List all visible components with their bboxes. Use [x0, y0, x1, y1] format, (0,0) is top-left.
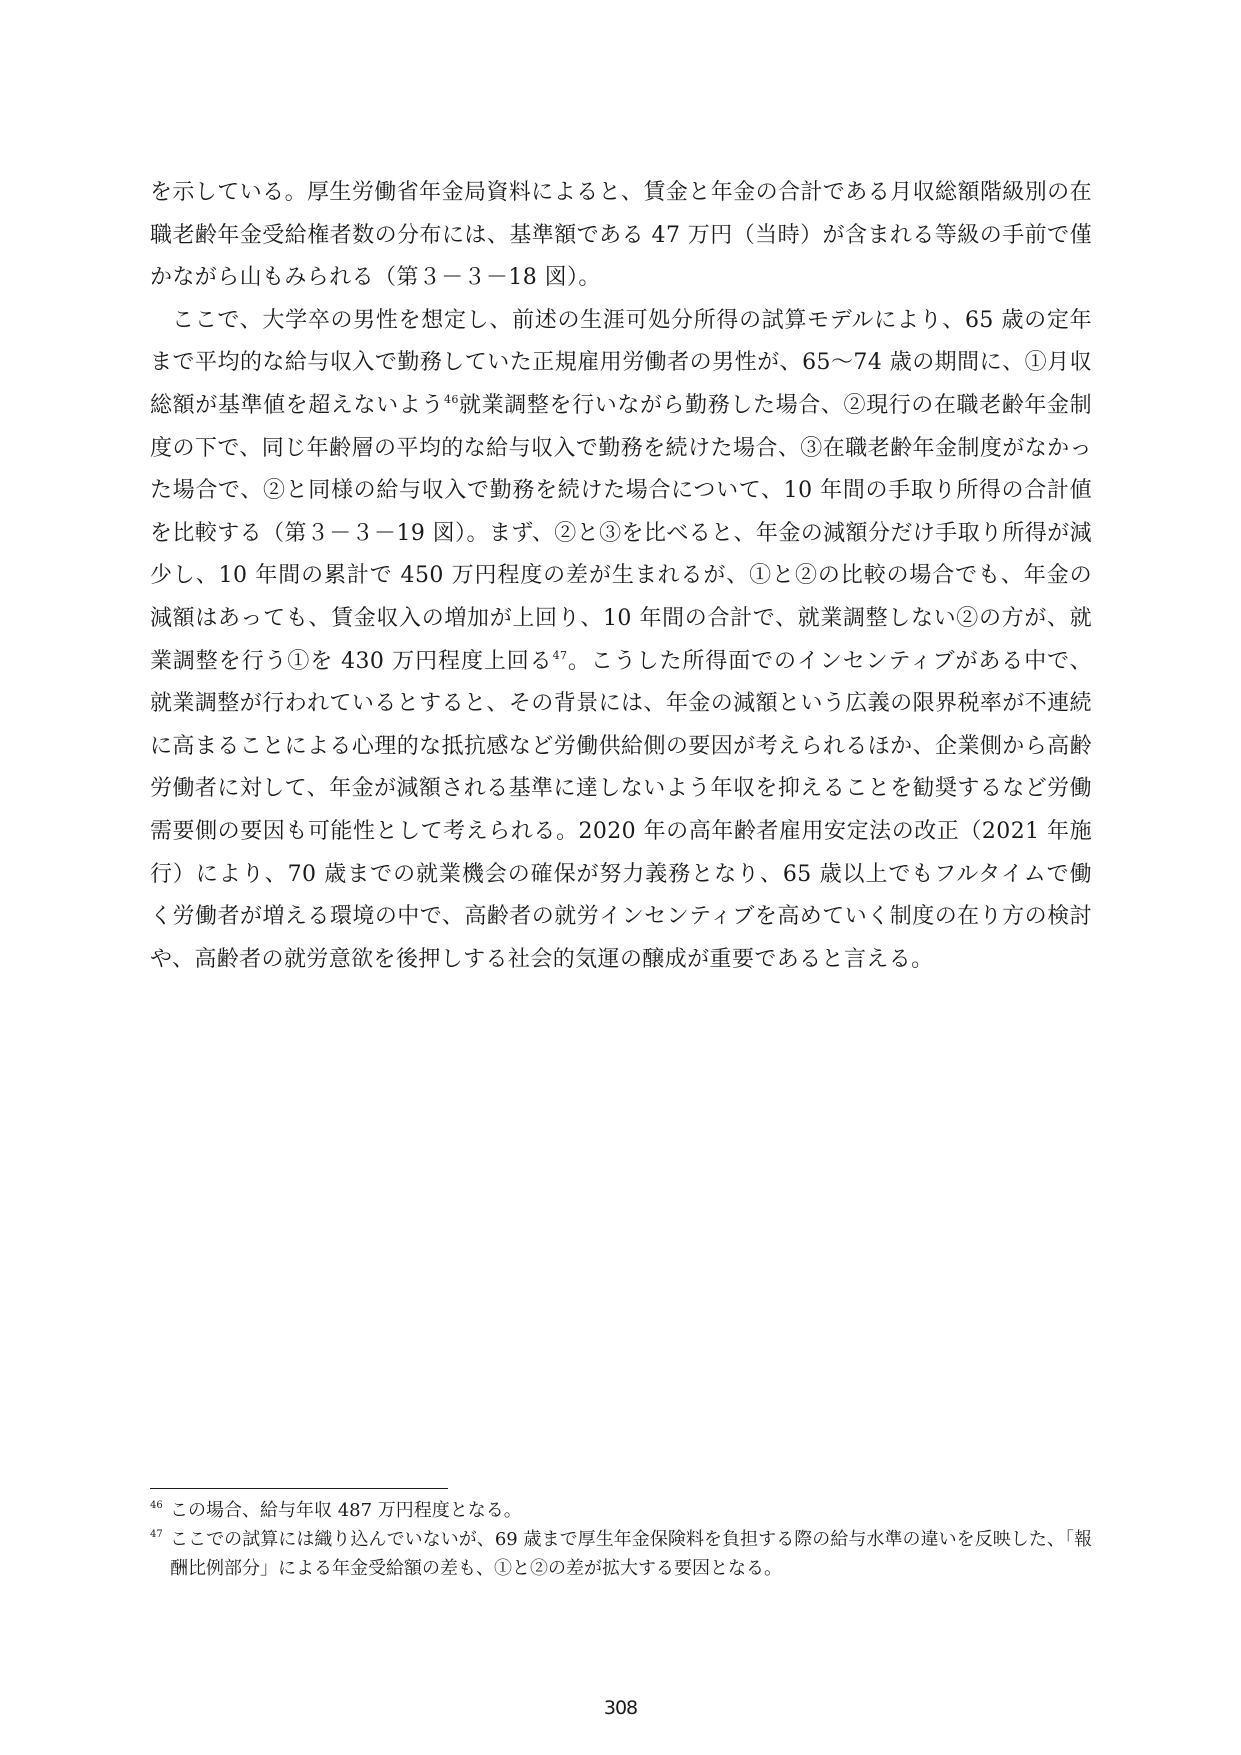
footnote-47	[150, 1525, 1092, 1583]
page-number: 308	[603, 1697, 638, 1719]
paragraph-1	[150, 172, 1092, 300]
footnote-46	[150, 1496, 1092, 1525]
footnote-ref-47[interactable]: 47	[552, 648, 568, 662]
paragraph-2-text-a: ここで、大学卒の男性を想定し、前述の生涯可処分所得の試算モデルにより、65 歳の定年まで平均的な給与収入で勤務していた正規雇用労働者の男性が、65～74 歳の期間に、①月収総額が基準値を超えないよう	[150, 307, 1092, 418]
body-text	[150, 172, 1092, 981]
paragraph-2-text-c: 。こうした所得面でのインセンティブがある中で、就業調整が行われているとすると、その背景には、年金の減額という広義の限界税率が不連続に高まることによる心理的な抵抗感など労働供給側の要因が考えられるほか、企業側から高齢労働者に対して、年金が減額される基準に達しないよう年収を抑えることを勧奨するなど労働需要側の要因も可能性として考えられる。2020 年の高年齢者雇用安定法の改正（2021 年施行）により、70 歳までの就業機会の確保が努力義務となり、65 歳以上でもフルタイムで働く労働者が増える環境の中で、高齢者の就労インセンティブを高めていく制度の在り方の検討や、高齢者の就労意欲を後押しする社会的気運の醸成が重要であると言える。	[150, 648, 1092, 972]
footnote-ref-46[interactable]: 46	[444, 392, 459, 406]
footnote-text: ここでの試算には織り込んでいないが、69 歳まで厚生年金保険料を負担する際の給与水準の違いを反映した、「報酬比例部分」による年金受給額の差も、①と②の差が拡大する要因となる。	[170, 1529, 1092, 1579]
footnote-divider	[150, 1488, 448, 1489]
paragraph-1-text: を示している。厚生労働省年金局資料によると、賃金と年金の合計である月収総額階級別の在職老齢年金受給権者数の分布には、基準額である 47 万円（当時）が含まれる等級の手前で僅かながら山もみられる（第３－３－18 図）。	[150, 180, 1092, 291]
paragraph-2-text-b: 就業調整を行いながら勤務した場合、②現行の在職老齢年金制度の下で、同じ年齢層の平均的な給与収入で勤務を続けた場合、③在職老齢年金制度がなかった場合で、②と同様の給与収入で勤務を続けた場合について、10 年間の手取り所得の合計値を比較する（第３－３－19 図）。まず、②と③を比べると、年金の減額分だけ手取り所得が減少し、10 年間の累計で 450 万円程度の差が生まれるが、①と②の比較の場合でも、年金の減額はあっても、賃金収入の増加が上回り、10 年間の合計で、就業調整しない②の方が、就業調整を行う①を 430 万円程度上回る	[150, 392, 1093, 674]
footnote-number: 47	[150, 1529, 163, 1540]
footnote-text: この場合、給与年収 487 万円程度となる。	[170, 1500, 522, 1521]
footnote-number: 46	[150, 1500, 163, 1511]
footnotes	[150, 1496, 1092, 1583]
paragraph-2	[150, 300, 1092, 982]
